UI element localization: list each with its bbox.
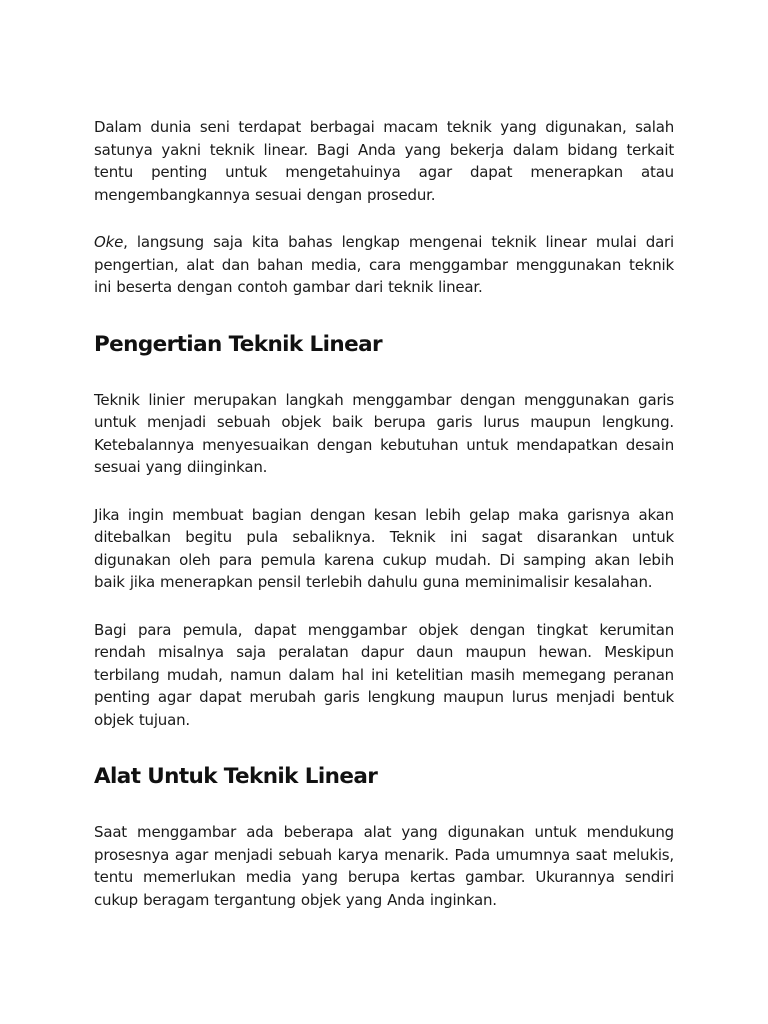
intro-paragraph-2-text: , langsung saja kita bahas lengkap mengenai teknik linear mulai dari pengertian, alat dan bahan media, cara menggambar menggunakan teknik ini beserta dengan contoh gambar dari teknik linear. — [94, 233, 674, 296]
section1-paragraph-2: Jika ingin membuat bagian dengan kesan lebih gelap maka garisnya akan ditebalkan begitu pula sebaliknya. Teknik ini sagat disarankan untuk digunakan oleh para pemula karena cukup mudah. Di samping akan lebih baik jika menerapkan pensil terlebih dahulu guna meminimalisir kesalahan. — [94, 505, 674, 591]
intro-paragraph-2 — [94, 231, 674, 299]
section2-paragraph-1: Saat menggambar ada beberapa alat yang digunakan untuk mendukung prosesnya agar menjadi sebuah karya menarik. Pada umumnya saat melukis, tentu memerlukan media yang berupa kertas gambar. Ukurannya sendiri cukup beragam tergantung objek yang Anda inginkan. — [94, 823, 674, 909]
section-heading-pengertian: Pengertian Teknik Linear — [94, 331, 382, 357]
section-heading-alat: Alat Untuk Teknik Linear — [94, 764, 378, 789]
section1-paragraph-1: Teknik linier merupakan langkah menggambar dengan menggunakan garis untuk menjadi sebuah objek baik berupa garis lurus maupun lengkung. Ketebalannya menyesuaikan dengan kebutuhan untuk mendapatkan desain sesuai yang diinginkan. — [94, 390, 674, 476]
document-page — [94, 116, 674, 911]
section1-paragraph-3: Bagi para pemula, dapat menggambar objek dengan tingkat kerumitan rendah misalnya saja peralatan dapur daun maupun hewan. Meskipun terbilang mudah, namun dalam hal ini ketelitian masih memegang peranan penting agar dapat merubah garis lengkung maupun lurus menjadi bentuk objek tujuan. — [94, 620, 674, 729]
intro-paragraph-1: Dalam dunia seni terdapat berbagai macam teknik yang digunakan, salah satunya yakni teknik linear. Bagi Anda yang bekerja dalam bidang terkait tentu penting untuk mengetahuinya agar dapat menerapkan atau mengembangkannya sesuai dengan prosedur. — [94, 118, 674, 204]
intro-paragraph-2-italic: Oke — [94, 233, 124, 251]
